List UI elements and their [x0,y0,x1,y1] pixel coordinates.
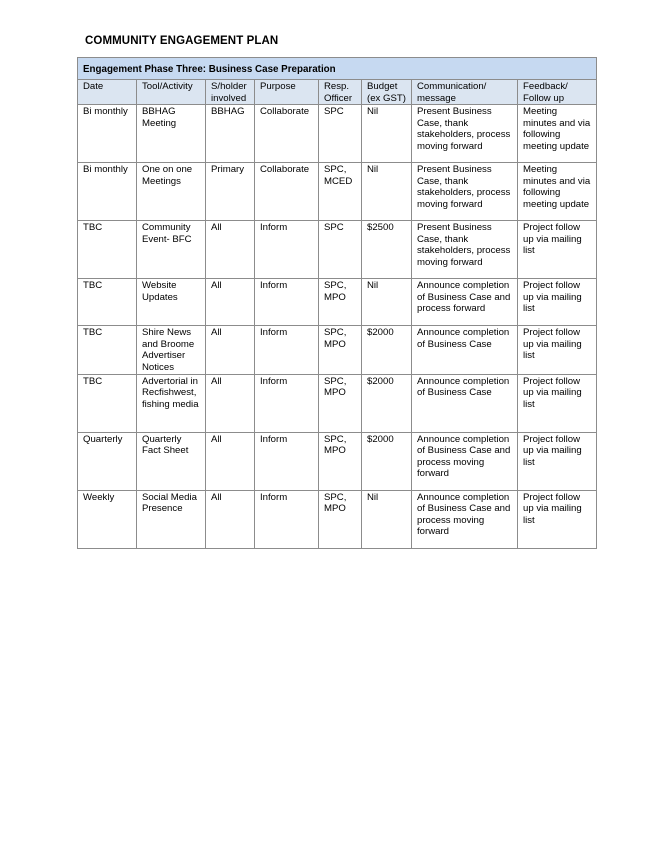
cell-date: Quarterly [78,432,137,490]
cell-tool-activity: Quarterly Fact Sheet [137,432,206,490]
table-body [78,105,597,548]
cell-stakeholder: Primary [206,163,255,221]
cell-stakeholder: All [206,326,255,374]
page-title: COMMUNITY ENGAGEMENT PLAN [85,35,279,47]
table-row [78,374,597,432]
cell-feedback: Project follow up via mailing list [518,221,597,279]
table-row [78,163,597,221]
cell-date: TBC [78,221,137,279]
cell-stakeholder: All [206,221,255,279]
cell-date: Weekly [78,490,137,548]
table-row [78,490,597,548]
cell-resp-officer: SPC, MPO [319,279,362,326]
cell-communication: Announce completion of Business Case [412,374,518,432]
header-purpose: Purpose [255,80,319,105]
cell-purpose: Inform [255,221,319,279]
phase-title: Engagement Phase Three: Business Case Preparation [78,58,597,80]
cell-feedback: Project follow up via mailing list [518,432,597,490]
cell-feedback: Project follow up via mailing list [518,279,597,326]
cell-purpose: Collaborate [255,105,319,163]
cell-date: TBC [78,374,137,432]
cell-stakeholder: BBHAG [206,105,255,163]
cell-resp-officer: SPC, MPO [319,374,362,432]
cell-date: Bi monthly [78,105,137,163]
cell-feedback: Meeting minutes and via following meeting update [518,163,597,221]
cell-resp-officer: SPC, MPO [319,490,362,548]
cell-purpose: Inform [255,326,319,374]
cell-budget: $2000 [362,374,412,432]
header-tool-activity: Tool/Activity [137,80,206,105]
cell-tool-activity: Community Event- BFC [137,221,206,279]
cell-budget: $2000 [362,326,412,374]
header-stakeholder: S/holder involved [206,80,255,105]
header-feedback: Feedback/ Follow up [518,80,597,105]
cell-purpose: Inform [255,490,319,548]
cell-resp-officer: SPC, MPO [319,432,362,490]
header-resp-officer: Resp. Officer [319,80,362,105]
table-row [78,326,597,374]
cell-purpose: Inform [255,279,319,326]
cell-feedback: Project follow up via mailing list [518,490,597,548]
cell-communication: Present Business Case, thank stakeholders, process moving forward [412,163,518,221]
header-communication: Communication/ message [412,80,518,105]
cell-communication: Present Business Case, thank stakeholders, process moving forward [412,105,518,163]
cell-date: TBC [78,279,137,326]
cell-tool-activity: Website Updates [137,279,206,326]
cell-feedback: Project follow up via mailing list [518,326,597,374]
cell-budget: Nil [362,490,412,548]
cell-communication: Announce completion of Business Case and process moving forward [412,490,518,548]
cell-date: TBC [78,326,137,374]
cell-purpose: Inform [255,432,319,490]
cell-communication: Present Business Case, thank stakeholders, process moving forward [412,221,518,279]
cell-resp-officer: SPC [319,221,362,279]
cell-communication: Announce completion of Business Case and process forward [412,279,518,326]
cell-budget: Nil [362,279,412,326]
table-row [78,221,597,279]
header-date: Date [78,80,137,105]
cell-resp-officer: SPC [319,105,362,163]
cell-stakeholder: All [206,374,255,432]
cell-communication: Announce completion of Business Case [412,326,518,374]
cell-stakeholder: All [206,490,255,548]
cell-stakeholder: All [206,279,255,326]
table-row [78,279,597,326]
engagement-plan-table [77,57,597,549]
cell-feedback: Project follow up via mailing list [518,374,597,432]
cell-purpose: Collaborate [255,163,319,221]
cell-budget: $2500 [362,221,412,279]
cell-resp-officer: SPC, MPO [319,326,362,374]
cell-budget: Nil [362,163,412,221]
cell-stakeholder: All [206,432,255,490]
cell-tool-activity: Advertorial in Recfishwest, fishing media [137,374,206,432]
cell-purpose: Inform [255,374,319,432]
cell-communication: Announce completion of Business Case and process moving forward [412,432,518,490]
cell-tool-activity: One on one Meetings [137,163,206,221]
cell-feedback: Meeting minutes and via following meeting update [518,105,597,163]
table-row [78,432,597,490]
cell-tool-activity: Shire News and Broome Advertiser Notices [137,326,206,374]
cell-tool-activity: Social Media Presence [137,490,206,548]
cell-date: Bi monthly [78,163,137,221]
cell-resp-officer: SPC, MCED [319,163,362,221]
cell-tool-activity: BBHAG Meeting [137,105,206,163]
table-row [78,105,597,163]
cell-budget: Nil [362,105,412,163]
cell-budget: $2000 [362,432,412,490]
header-budget: Budget (ex GST) [362,80,412,105]
